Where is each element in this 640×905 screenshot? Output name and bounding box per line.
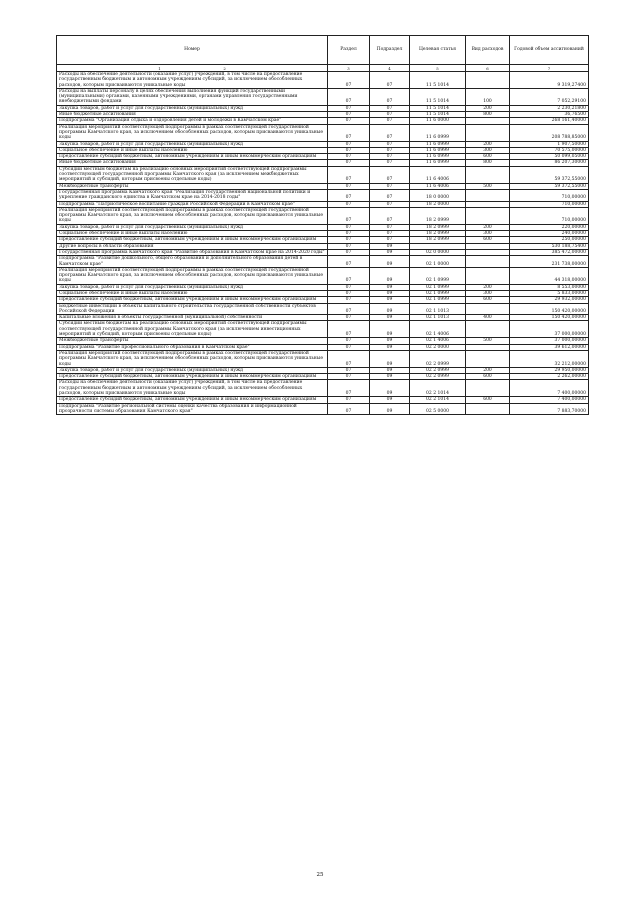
amount-cell: 710,00000: [510, 189, 589, 201]
amount-cell: 150 420,00000: [510, 303, 589, 315]
subsection-code-cell: 07: [370, 112, 410, 118]
target-article-cell: 02 2 1014: [410, 380, 466, 397]
subsection-code-cell: 07: [370, 118, 410, 124]
expense-name-cell: Другие вопросы в области образования: [57, 243, 328, 249]
table-row: [57, 403, 589, 415]
target-article-cell: 11 6 0999: [410, 141, 466, 147]
target-article-cell: 11 6 0999: [410, 154, 466, 160]
page-number: 25: [316, 872, 324, 878]
subsection-code-cell: 09: [370, 303, 410, 315]
target-article-cell: 02 0 0000: [410, 249, 466, 255]
amount-cell: 1 907,50000: [510, 141, 589, 147]
expense-name-cell: Реализация мероприятий соответствующей подпрограммы в рамках соответствующей государственной программы Камчатского края, за исключением обособленных расходов, которым присваиваются уникальные коды: [57, 267, 328, 284]
section-code-cell: 07: [328, 338, 370, 344]
column-number: 6: [466, 65, 510, 72]
column-number: 5: [410, 65, 466, 72]
subsection-code-cell: 07: [370, 147, 410, 153]
target-article-cell: 18 2 0999: [410, 207, 466, 224]
table-row: [57, 72, 589, 89]
target-article-cell: 18 0 0000: [410, 189, 466, 201]
header-annual-amount: Годовой объем ассигнований: [510, 36, 589, 65]
column-number: 3: [328, 65, 370, 72]
amount-cell: 9 319,27400: [510, 72, 589, 89]
subsection-code-cell: 09: [370, 338, 410, 344]
column-number-row: [57, 65, 589, 72]
expense-type-cell: [466, 403, 510, 415]
section-code-cell: 07: [328, 105, 370, 111]
target-article-cell: 02 1 1013: [410, 315, 466, 321]
target-article-cell: 02 1 4006: [410, 338, 466, 344]
amount-cell: 710,00000: [510, 201, 589, 207]
section-code-cell: 07: [328, 118, 370, 124]
expense-name-cell: Реализация мероприятий соответствующей подпрограммы в рамках соответствующей государственной программы Камчатского края, за исключением обособленных расходов, которым присваиваются уникальные коды: [57, 350, 328, 367]
expense-name-cell: Бюджетные инвестиции в объекты капитального строительства государственной собственности субъектов Российской Федерации: [57, 303, 328, 315]
table-row: [57, 189, 589, 201]
target-article-cell: 02 5 0000: [410, 403, 466, 415]
expense-type-cell: 200: [466, 105, 510, 111]
target-article-cell: 18 2 0000: [410, 201, 466, 207]
column-number-cell: [57, 65, 328, 72]
subsection-code-cell: 07: [370, 166, 410, 183]
subsection-code-cell: 07: [370, 72, 410, 89]
target-article-cell: 02 2 0000: [410, 344, 466, 350]
subsection-code-cell: 07: [370, 88, 410, 105]
target-article-cell: 11 5 1014: [410, 112, 466, 118]
subsection-code-cell: 09: [370, 315, 410, 321]
section-code-cell: 07: [328, 350, 370, 367]
table-row: [57, 88, 589, 105]
expense-type-cell: 400: [466, 315, 510, 321]
section-code-cell: 07: [328, 344, 370, 350]
section-code-cell: 07: [328, 315, 370, 321]
section-code-cell: 07: [328, 380, 370, 397]
target-article-cell: 02 2 0999: [410, 350, 466, 367]
expense-type-cell: [466, 303, 510, 315]
expense-type-cell: 600: [466, 374, 510, 380]
expense-name-cell: Закупка товаров, работ и услуг для государственных (муниципальных) нужд: [57, 105, 328, 111]
header-expense-type: Вид расходов: [466, 36, 510, 65]
table-row: [57, 267, 589, 284]
section-code-cell: 07: [328, 237, 370, 243]
amount-cell: 50 099,05000: [510, 154, 589, 160]
expense-name-cell: Подпрограмма "Развитие профессионального образования в Камчатском крае": [57, 344, 328, 350]
target-article-cell: 11 6 0999: [410, 124, 466, 141]
target-article-cell: 11 6 4006: [410, 166, 466, 183]
amount-cell: 710,00000: [510, 207, 589, 224]
expense-name-cell: Социальное обеспечение и иные выплаты населению: [57, 290, 328, 296]
table-header-row: [57, 36, 589, 65]
amount-cell: 240,00000: [510, 231, 589, 237]
section-code-cell: 07: [328, 284, 370, 290]
subsection-code-cell: 07: [370, 224, 410, 230]
section-code-cell: 07: [328, 243, 370, 249]
subsection-code-cell: 09: [370, 374, 410, 380]
amount-cell: 32 212,00000: [510, 350, 589, 367]
amount-cell: 44 318,00000: [510, 267, 589, 284]
target-article-cell: 02 1 0999: [410, 290, 466, 296]
expense-type-cell: [466, 321, 510, 338]
table-row: [57, 321, 589, 338]
subsection-code-cell: 09: [370, 350, 410, 367]
target-article-cell: 02 2 0999: [410, 374, 466, 380]
expense-name-cell: Подпрограмма "Развитие дошкольного, общего образования и дополнительного образования детей в Камчатском крае": [57, 256, 328, 268]
expense-type-cell: 500: [466, 183, 510, 189]
section-code-cell: 07: [328, 166, 370, 183]
section-code-cell: 07: [328, 112, 370, 118]
amount-cell: 7 883,70000: [510, 403, 589, 415]
expense-type-cell: [466, 72, 510, 89]
expense-type-cell: 300: [466, 231, 510, 237]
target-article-cell: 02 1 4006: [410, 321, 466, 338]
table-row: [57, 256, 589, 268]
expense-type-cell: [466, 207, 510, 224]
section-code-cell: 07: [328, 297, 370, 303]
expense-name-cell: Реализация мероприятий соответствующей подпрограммы в рамках соответствующей государственной программы Камчатского края, за исключением обособленных расходов, которым присваиваются уникальные коды: [57, 207, 328, 224]
expense-name-cell: Государственная программа Камчатского края "Реализация государственной национальной политики и укрепление гражданского единства в Камчатском крае на 2014-2018 годы": [57, 189, 328, 201]
expense-name-cell: Иные бюджетные ассигнования: [57, 112, 328, 118]
expense-type-cell: 200: [466, 224, 510, 230]
target-article-cell: 02 2 0999: [410, 367, 466, 373]
subsection-code-cell: 09: [370, 321, 410, 338]
section-code-cell: 07: [328, 160, 370, 166]
section-code-cell: 07: [328, 256, 370, 268]
expense-name-cell: Субсидии местным бюджетам на реализацию основных мероприятий соответствующей подпрограммы соответствующей государственной программы Камчатского края (за исключением инвестиционных мероприятий и субсидий, которым присвоены отдельные коды): [57, 321, 328, 338]
subsection-code-cell: 09: [370, 297, 410, 303]
expense-type-cell: [466, 189, 510, 201]
header-name: Номер: [57, 36, 328, 65]
target-article-cell: 11 6 0000: [410, 118, 466, 124]
expense-name-cell: Предоставление субсидий бюджетным, автономным учреждениям и иным некоммерческим организациям: [57, 374, 328, 380]
amount-cell: 7 400,00000: [510, 397, 589, 403]
expense-type-cell: 200: [466, 284, 510, 290]
target-article-cell: 02 1 1013: [410, 303, 466, 315]
section-code-cell: 07: [328, 154, 370, 160]
budget-table: [56, 35, 589, 415]
subsection-code-cell: 09: [370, 344, 410, 350]
section-code-cell: 07: [328, 367, 370, 373]
section-code-cell: 07: [328, 72, 370, 89]
amount-cell: 7 052,29100: [510, 88, 589, 105]
expense-type-cell: 500: [466, 338, 510, 344]
amount-cell: 39 612,00000: [510, 344, 589, 350]
subsection-code-cell: 09: [370, 397, 410, 403]
target-article-cell: 02 1 0999: [410, 297, 466, 303]
table-row: [57, 166, 589, 183]
section-code-cell: 07: [328, 290, 370, 296]
subsection-code-cell: 07: [370, 231, 410, 237]
expense-name-cell: Закупка товаров, работ и услуг для государственных (муниципальных) нужд: [57, 224, 328, 230]
subsection-code-cell: 09: [370, 267, 410, 284]
subsection-code-cell: 09: [370, 249, 410, 255]
expense-name-cell: Закупка товаров, работ и услуг для государственных (муниципальных) нужд: [57, 141, 328, 147]
expense-type-cell: 600: [466, 397, 510, 403]
amount-cell: 2 262,00000: [510, 374, 589, 380]
expense-name-cell: Предоставление субсидий бюджетным, автономным учреждениям и иным некоммерческим организациям: [57, 297, 328, 303]
subsection-code-cell: 09: [370, 380, 410, 397]
amount-cell: 29 932,00000: [510, 297, 589, 303]
amount-cell: 208 788,85000: [510, 124, 589, 141]
expense-type-cell: [466, 166, 510, 183]
target-article-cell: 18 2 0999: [410, 224, 466, 230]
section-code-cell: 07: [328, 231, 370, 237]
expense-name-cell: Государственная программа Камчатского края "Развитие образования в Камчатском крае на 2014-2020 годы": [57, 249, 328, 255]
expense-type-cell: [466, 256, 510, 268]
section-code-cell: 07: [328, 321, 370, 338]
amount-cell: 2 230,21800: [510, 105, 589, 111]
section-code-cell: 07: [328, 141, 370, 147]
expense-type-cell: 300: [466, 147, 510, 153]
amount-cell: 8 553,00000: [510, 284, 589, 290]
expense-name-cell: Реализация мероприятий соответствующей подпрограммы в рамках соответствующей государственной программы Камчатского края, за исключением обособленных расходов, которым присваиваются уникальные коды: [57, 124, 328, 141]
expense-name-cell: Расходы на обеспечение деятельности (оказание услуг) учреждений, в том числе на предоставление государственным бюджетным и автономным учреждениям субсидий, за исключением обособленных расходов, которым присваиваются уникальные коды: [57, 72, 328, 89]
section-code-cell: 07: [328, 249, 370, 255]
section-code-cell: 07: [328, 201, 370, 207]
column-number: 7: [510, 65, 589, 72]
amount-cell: 36,76500: [510, 112, 589, 118]
amount-cell: 29 950,00000: [510, 367, 589, 373]
section-code-cell: 07: [328, 124, 370, 141]
section-code-cell: 07: [328, 403, 370, 415]
target-article-cell: 11 5 1014: [410, 72, 466, 89]
table-row: [57, 124, 589, 141]
expense-name-cell: Предоставление субсидий бюджетным, автономным учреждениям и иным некоммерческим организациям: [57, 397, 328, 403]
amount-cell: 231 738,00000: [510, 256, 589, 268]
table-row: [57, 207, 589, 224]
expense-type-cell: 200: [466, 141, 510, 147]
target-article-cell: 11 6 4006: [410, 183, 466, 189]
expense-name-cell: Расходы на выплаты персоналу в целях обеспечения выполнения функций государственными (муниципальными) органами, казенными учреждениями, органами управления государственными внебюджетными фондами: [57, 88, 328, 105]
expense-name-cell: Закупка товаров, работ и услуг для государственных (муниципальных) нужд: [57, 367, 328, 373]
expense-type-cell: 600: [466, 297, 510, 303]
expense-name-cell: Предоставление субсидий бюджетным, автономным учреждениям и иным некоммерческим организациям: [57, 237, 328, 243]
amount-cell: 150 420,00000: [510, 315, 589, 321]
expense-name-cell: Межбюджетные трансферты: [57, 183, 328, 189]
target-article-cell: 11 5 1014: [410, 88, 466, 105]
column-number: 1: [158, 65, 161, 71]
section-code-cell: 07: [328, 224, 370, 230]
expense-name-cell: Подпрограмма "Патриотическое воспитание граждан Российской Федерации в Камчатском крае": [57, 201, 328, 207]
subsection-code-cell: 07: [370, 189, 410, 201]
target-article-cell: 11 5 1014: [410, 105, 466, 111]
amount-cell: 86 207,30000: [510, 160, 589, 166]
table-row: [57, 303, 589, 315]
amount-cell: 530 188,75400: [510, 243, 589, 249]
subsection-code-cell: 07: [370, 124, 410, 141]
expense-name-cell: Расходы на обеспечение деятельности (оказание услуг) учреждений, в том числе на предоставление государственным бюджетным и автономным учреждениям субсидий, за исключением обособленных расходов, которым присваиваются уникальные коды: [57, 380, 328, 397]
section-code-cell: 07: [328, 189, 370, 201]
subsection-code-cell: 09: [370, 367, 410, 373]
subsection-code-cell: 07: [370, 141, 410, 147]
target-article-cell: 11 6 0999: [410, 147, 466, 153]
expense-name-cell: Социальное обеспечение и иные выплаты населению: [57, 231, 328, 237]
expense-name-cell: Капитальные вложения в объекты государственной (муниципальной) собственности: [57, 315, 328, 321]
expense-type-cell: [466, 380, 510, 397]
expense-name-cell: Социальное обеспечение и иные выплаты населению: [57, 147, 328, 153]
expense-name-cell: Межбюджетные трансферты: [57, 338, 328, 344]
expense-name-cell: Закупка товаров, работ и услуг для государственных (муниципальных) нужд: [57, 284, 328, 290]
expense-name-cell: Подпрограмма "Организация отдыха и оздоровления детей и молодежи в Камчатском крае": [57, 118, 328, 124]
amount-cell: 7 400,00000: [510, 380, 589, 397]
amount-cell: 220,00000: [510, 224, 589, 230]
column-number: 4: [370, 65, 410, 72]
expense-name-cell: Субсидии местным бюджетам на реализацию основных мероприятий соответствующей подпрограммы соответствующей государственной программы Камчатского края (за исключением межбюджетных мероприятий и субсидий, которым присвоены отдельные коды): [57, 166, 328, 183]
target-article-cell: 02 2 1014: [410, 397, 466, 403]
section-code-cell: 07: [328, 303, 370, 315]
expense-name-cell: Иные бюджетные ассигнования: [57, 160, 328, 166]
subsection-code-cell: 09: [370, 256, 410, 268]
subsection-code-cell: 07: [370, 105, 410, 111]
amount-cell: 268 161,40000: [510, 118, 589, 124]
expense-type-cell: 800: [466, 160, 510, 166]
amount-cell: 385 472,00000: [510, 249, 589, 255]
subsection-code-cell: 07: [370, 183, 410, 189]
expense-type-cell: [466, 267, 510, 284]
target-article-cell: 11 6 0999: [410, 160, 466, 166]
amount-cell: 5 833,00000: [510, 290, 589, 296]
expense-type-cell: [466, 350, 510, 367]
target-article-cell: 02 1 0999: [410, 284, 466, 290]
table-row: [57, 350, 589, 367]
section-code-cell: 07: [328, 207, 370, 224]
section-code-cell: 07: [328, 147, 370, 153]
section-code-cell: 07: [328, 374, 370, 380]
header-target-article: Целевая статья: [410, 36, 466, 65]
subsection-code-cell: 09: [370, 290, 410, 296]
target-article-cell: 18 2 0999: [410, 237, 466, 243]
amount-cell: 37 000,00000: [510, 321, 589, 338]
expense-name-cell: Подпрограмма "Развитие региональной системы оценки качества образования и информационной прозрачности системы образования Камчатского края": [57, 403, 328, 415]
subsection-code-cell: 09: [370, 243, 410, 249]
expense-type-cell: 300: [466, 290, 510, 296]
expense-type-cell: [466, 124, 510, 141]
expense-type-cell: 600: [466, 154, 510, 160]
subsection-code-cell: 07: [370, 237, 410, 243]
expense-type-cell: 200: [466, 367, 510, 373]
subsection-code-cell: 07: [370, 154, 410, 160]
target-article-cell: 02 1 0999: [410, 267, 466, 284]
target-article-cell: 02 1 0000: [410, 256, 466, 268]
expense-type-cell: 100: [466, 88, 510, 105]
table-row: [57, 380, 589, 397]
subsection-code-cell: 07: [370, 201, 410, 207]
section-code-cell: 07: [328, 267, 370, 284]
section-code-cell: 07: [328, 183, 370, 189]
column-number: 2: [223, 65, 226, 71]
header-subsection: Подраздел: [370, 36, 410, 65]
subsection-code-cell: 07: [370, 160, 410, 166]
subsection-code-cell: 07: [370, 207, 410, 224]
section-code-cell: 07: [328, 397, 370, 403]
expense-type-cell: 800: [466, 112, 510, 118]
amount-cell: 59 372,55000: [510, 166, 589, 183]
target-article-cell: 18 2 0999: [410, 231, 466, 237]
subsection-code-cell: 09: [370, 284, 410, 290]
expense-name-cell: Предоставление субсидий бюджетным, автономным учреждениям и иным некоммерческим организациям: [57, 154, 328, 160]
amount-cell: 250,00000: [510, 237, 589, 243]
expense-type-cell: 600: [466, 237, 510, 243]
subsection-code-cell: 09: [370, 403, 410, 415]
section-code-cell: 07: [328, 88, 370, 105]
amount-cell: 70 575,00000: [510, 147, 589, 153]
amount-cell: 37 000,00000: [510, 338, 589, 344]
header-section: Раздел: [328, 36, 370, 65]
amount-cell: 59 372,55000: [510, 183, 589, 189]
